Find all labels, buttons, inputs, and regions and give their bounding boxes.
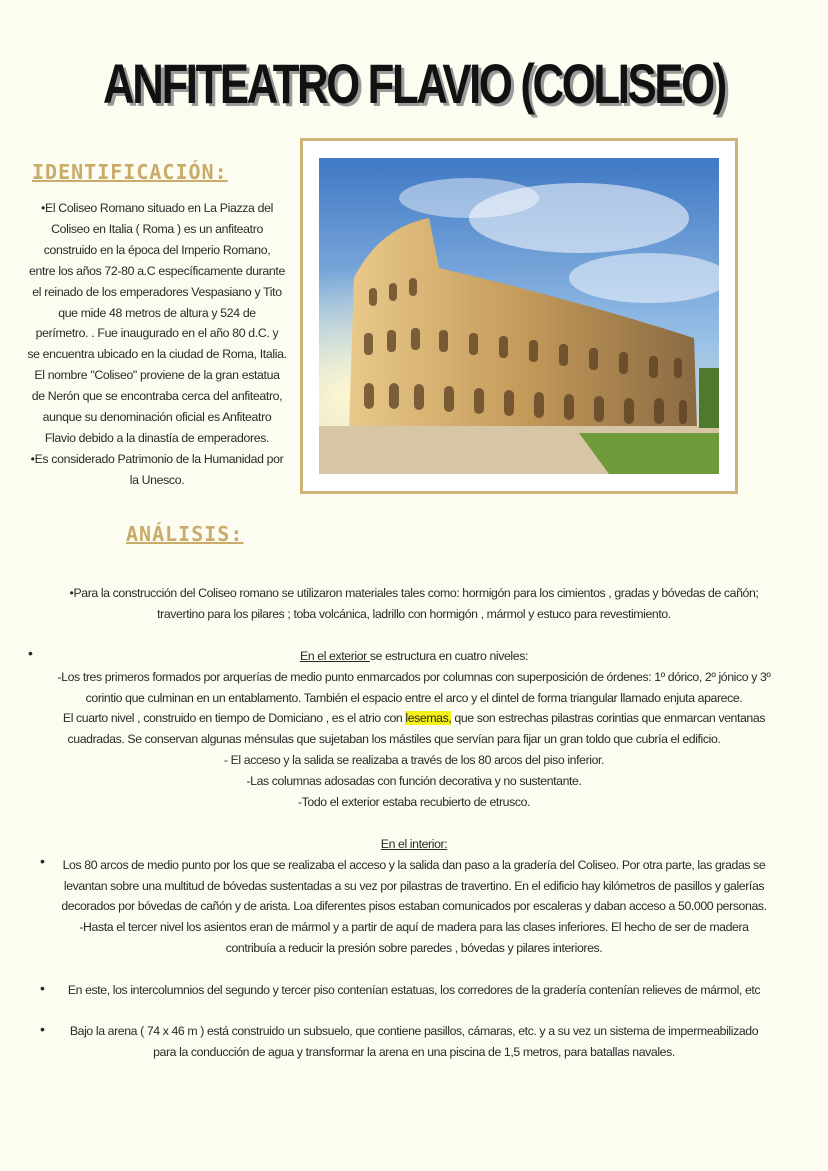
text-line: -Hasta el tercer nivel los asientos eran de mármol y a partir de aquí de madera para las clases inferiores. El hecho de ser de madera <box>79 920 749 935</box>
identificacion-text <box>22 198 292 491</box>
text-line: el reinado de los emperadores Vespasiano y Tito <box>32 284 282 299</box>
interior-section <box>0 834 828 959</box>
text-line: Bajo la arena ( 74 x 46 m ) está construido un subsuelo, que contiene pasillos, cámaras, etc. y a su vez un sistema de impermeabilizado <box>69 1024 759 1038</box>
text-line: -Todo el exterior estaba recubierto de etrusco. <box>297 794 531 809</box>
text-line: entre los años 72-80 a.C específicamente durante <box>29 263 285 278</box>
text-line: - El acceso y la salida se realizaba a través de los 80 arcos del piso inferior. <box>223 752 605 767</box>
text-line: •Para la construcción del Coliseo romano se utilizaron materiales tales como: hormigón para los cimientos , gradas y bóvedas de cañón; <box>69 586 759 600</box>
text-line: En este, los intercolumnios del segundo y tercer piso contenían estatuas, los corredores de la gradería contenían relieves de mármol, etc <box>67 983 761 997</box>
text-line: levantan sobre una multitud de bóvedas sustentadas a su vez por pilastras de travertino. En el edificio hay kilómetros de pasillos y galerías <box>63 878 765 893</box>
text-line: •Es considerado Patrimonio de la Humanidad por <box>30 451 284 466</box>
bullet: • <box>40 1021 45 1037</box>
statues-paragraph <box>0 980 828 1001</box>
text-line: Coliseo en Italia ( Roma ) es un anfiteatro <box>51 221 263 236</box>
text-line: se encuentra ubicado en la ciudad de Roma, Italia. <box>27 347 287 362</box>
text-line: aunque su denominación oficial es Anfiteatro <box>42 410 272 425</box>
bullet: • <box>40 853 45 869</box>
analisis-heading: ANÁLISIS: <box>126 522 244 546</box>
text-line: construido en la época del Imperio Romano, <box>43 242 271 257</box>
page-title: ANFITEATRO FLAVIO (COLISEO) <box>103 52 725 115</box>
text-line: la Unesco. <box>129 472 185 487</box>
identificacion-heading: IDENTIFICACIÓN: <box>32 160 228 184</box>
text-segment: que son estrechas pilastras corintias que enmarcan ventanas <box>451 711 766 726</box>
text-line: para la conducción de agua y transformar la arena en una piscina de 1,5 metros, para batallas navales. <box>153 1044 675 1059</box>
photo-frame <box>300 138 738 494</box>
text-line: •El Coliseo Romano situado en La Piazza del <box>41 201 273 215</box>
text-line: -Las columnas adosadas con función decorativa y no sustentante. <box>246 773 582 788</box>
text-line <box>0 708 828 729</box>
text-line: que mide 48 metros de altura y 524 de <box>58 305 256 320</box>
text-line: Flavio debido a la dinastía de emperadores. <box>44 430 270 445</box>
text-line: -Los tres primeros formados por arquerías de medio punto enmarcados por columnas con superposición de órdenes: 1º dórico, 2º jónico y 3º <box>57 669 771 684</box>
highlighted-word: lesemas, <box>405 711 452 726</box>
bullet: • <box>28 645 33 661</box>
text-line: Los 80 arcos de medio punto por los que se realizaba el acceso y la salida dan paso a la gradería del Coliseo. Por otra parte, las gradas se <box>62 857 766 872</box>
bullet: • <box>40 980 45 996</box>
materials-paragraph <box>0 583 828 625</box>
exterior-heading-rest: se estructura en cuatro niveles: <box>369 649 528 663</box>
text-line: El nombre "Coliseo" proviene de la gran estatua <box>34 368 280 383</box>
exterior-section <box>0 646 828 812</box>
text-line: de Nerón que se encontraba cerca del anfiteatro, <box>31 389 283 404</box>
exterior-heading-underlined: En el exterior <box>300 649 370 663</box>
subsuelo-paragraph <box>0 1021 828 1063</box>
coliseo-photo <box>319 158 719 474</box>
exterior-heading <box>0 646 828 667</box>
text-line: decorados por bóvedas de cañón y de arista. Loa diferentes pisos estaban comunicados por escaleras y daban acceso a 50.000 personas. <box>61 899 767 914</box>
text-line: cuadradas. Se conservan algunas ménsulas que sujetaban los mástiles que servían para fijar un gran toldo que cubría el edificio. <box>67 732 721 747</box>
interior-heading: En el interior: <box>380 837 448 851</box>
text-segment: El cuarto nivel , construido en tiempo de Domiciano , es el atrio con <box>62 711 406 726</box>
text-line: corintio que culminan en un entablamento. También el espacio entre el arco y el dintel de forma triangular llamado enjuta aparece. <box>85 690 743 705</box>
text-line: perímetro. . Fue inaugurado en el año 80 d.C. y <box>35 326 279 341</box>
text-line: contribuía a reducir la presión sobre paredes , bóvedas y pilares interiores. <box>225 940 603 955</box>
text-line: travertino para los pilares ; toba volcánica, ladrillo con hormigón , mármol y estuco para revestimiento. <box>157 606 671 621</box>
